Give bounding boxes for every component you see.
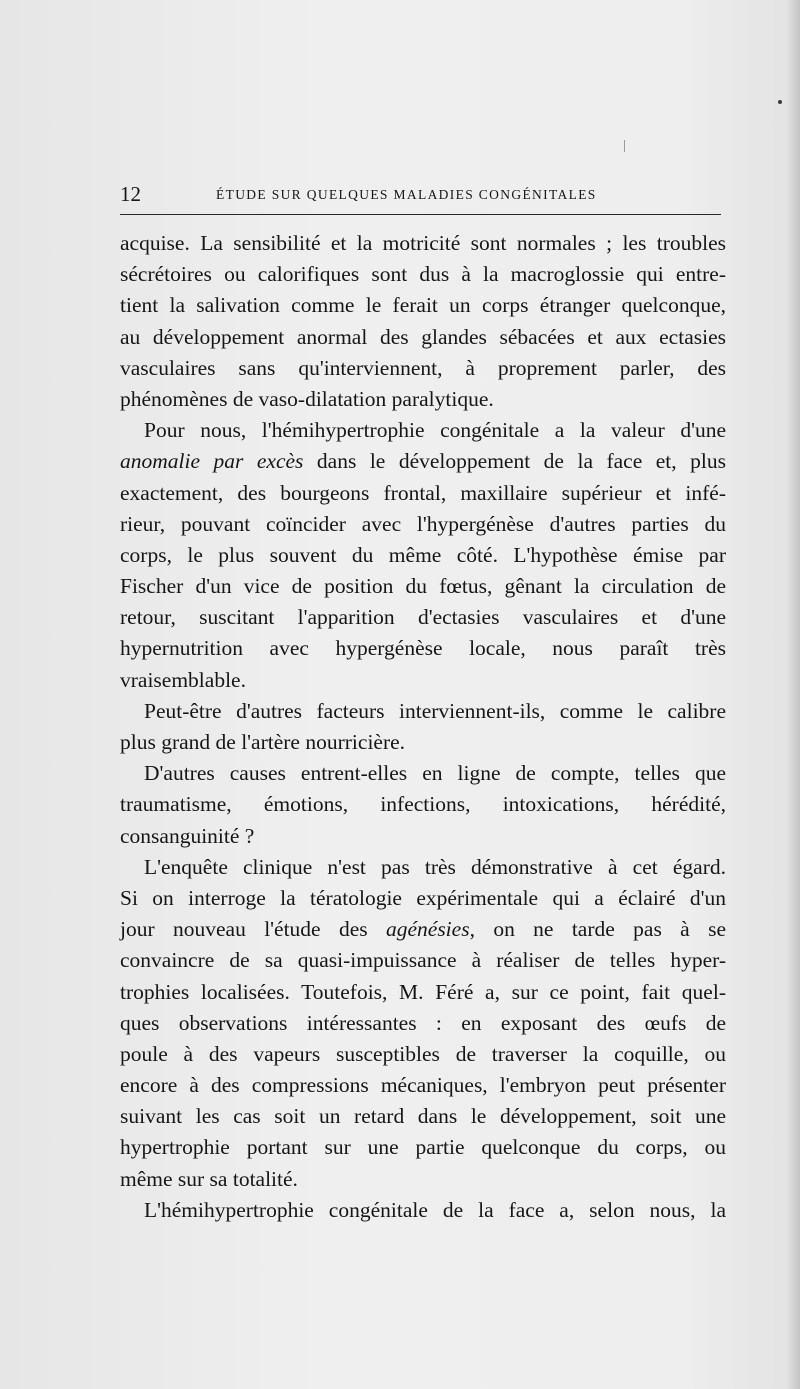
text-line: vraisemblable. — [120, 667, 246, 692]
italic-phrase: anomalie par excès — [120, 449, 304, 474]
text-line: traumatisme, émotions, infections, intoxications, hérédité, — [120, 792, 726, 817]
text-line: hypertrophie portant sur une partie quelconque du corps, ou — [120, 1135, 726, 1160]
text-run: , on ne tarde pas à se — [469, 917, 726, 942]
text-line: L'enquête clinique n'est pas très démonstrative à cet égard. — [144, 854, 726, 879]
text-line: convaincre de sa quasi-impuissance à réaliser de telles hyper- — [120, 948, 726, 973]
text-line: hypernutrition avec hypergénèse locale, nous paraît très — [120, 636, 726, 661]
text-line: Pour nous, l'hémihypertrophie congénitale a la valeur d'une — [144, 418, 726, 443]
text-line: corps, le plus souvent du même côté. L'hypothèse émise par — [120, 542, 726, 567]
text-line: suivant les cas soit un retard dans le développement, soit une — [120, 1104, 726, 1129]
text-line: exactement, des bourgeons frontal, maxillaire supérieur et infé- — [120, 480, 726, 505]
text-run: jour nouveau l'étude des — [120, 917, 386, 942]
text-line: Si on interroge la tératologie expérimentale qui a éclairé d'un — [120, 885, 726, 910]
text-run: dans le développement de la face et, plus — [303, 449, 726, 474]
page-header — [120, 182, 722, 206]
text-line — [120, 914, 726, 945]
text-line: même sur sa totalité. — [120, 1166, 298, 1191]
text-line: au développement anormal des glandes sébacées et aux ectasies — [120, 324, 726, 349]
text-line: rieur, pouvant coïncider avec l'hypergénèse d'autres parties du — [120, 511, 726, 536]
body-text — [120, 228, 726, 1226]
running-title: ÉTUDE SUR QUELQUES MALADIES CONGÉNITALES — [216, 187, 597, 202]
text-line: plus grand de l'artère nourricière. — [120, 730, 406, 754]
page-number: 12 — [120, 182, 141, 206]
paper-speck — [778, 100, 782, 104]
text-line: encore à des compressions mécaniques, l'embryon peut présenter — [120, 1073, 726, 1098]
text-line: acquise. La sensibilité et la motricité sont normales ; les troubles — [120, 231, 726, 255]
text-line: sécrétoires ou calorifiques sont dus à la macroglossie qui entre- — [120, 262, 726, 287]
page-edge-shadow — [786, 0, 800, 1389]
text-line: consanguinité ? — [120, 823, 255, 848]
text-line: vasculaires sans qu'interviennent, à proprement parler, des — [120, 355, 726, 380]
text-line: ques observations intéressantes : en exposant des œufs de — [120, 1010, 726, 1035]
paper-mark — [624, 140, 625, 152]
header-rule — [120, 214, 721, 215]
text-line: Fischer d'un vice de position du fœtus, gênant la circulation de — [120, 574, 726, 599]
text-line: D'autres causes entrent-elles en ligne de compte, telles que — [144, 761, 726, 786]
text-line: trophies localisées. Toutefois, M. Féré a, sur ce point, fait quel- — [120, 979, 726, 1004]
text-line: Peut-être d'autres facteurs interviennent-ils, comme le calibre — [144, 698, 726, 723]
italic-word: agénésies — [385, 917, 470, 942]
text-line: retour, suscitant l'apparition d'ectasies vasculaires et d'une — [120, 605, 726, 630]
text-line — [120, 446, 726, 477]
text-line: phénomènes de vaso-dilatation paralytique. — [120, 386, 494, 411]
text-line: tient la salivation comme le ferait un corps étranger quelconque, — [120, 293, 726, 318]
text-line: L'hémihypertrophie congénitale de la face a, selon nous, la — [144, 1197, 726, 1222]
text-line: poule à des vapeurs susceptibles de traverser la coquille, ou — [120, 1041, 726, 1066]
